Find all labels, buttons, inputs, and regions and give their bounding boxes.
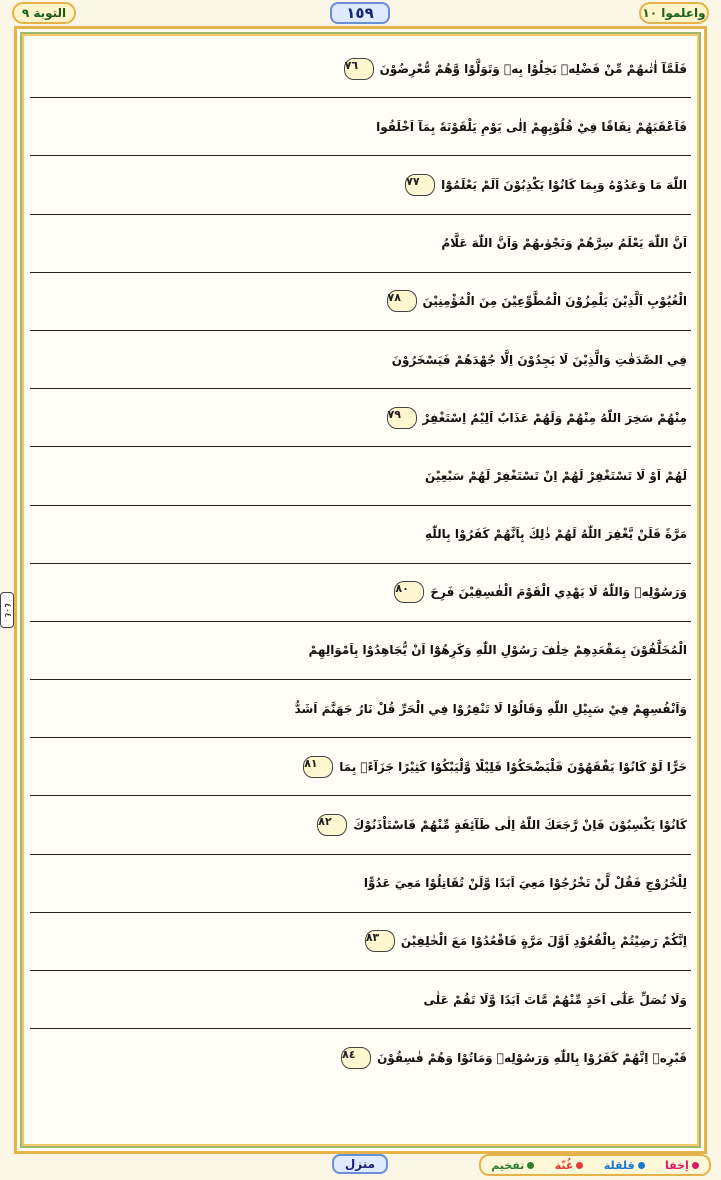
legend-item: [555, 1159, 584, 1172]
side-marker: ٤٠٤: [0, 592, 14, 628]
ayah-number-marker: ٨٤: [341, 1047, 371, 1069]
verse-text: فَاَعْقَبَهُمْ نِفَاقًا فِيْ قُلُوْبِهِمْ اِلٰى يَوْمِ يَلْقَوْنَهٗ بِمَآ اَخْلَفُوا: [376, 119, 687, 134]
verse-line: [30, 447, 691, 505]
verse-line: [30, 156, 691, 214]
legend-label: اِخفا: [665, 1158, 689, 1172]
verse-text: وَلَا تُصَلِّ عَلٰٓى اَحَدٍ مِّنْهُمْ مَّاتَ اَبَدًا وَّلَا تَقُمْ عَلٰى: [423, 992, 687, 1007]
legend-label: قلقلة: [603, 1158, 635, 1172]
ayah-number-marker: ٨٢: [317, 814, 347, 836]
verse-line: [30, 680, 691, 738]
legend-dot-icon: [638, 1162, 645, 1169]
surah-tag: التوبة ٩: [12, 2, 76, 24]
verse-text: وَرَسُوْلِهٖ وَاللّٰهُ لَا يَهْدِي الْقَوْمَ الْفٰسِقِيْنَ فَرِحَ: [430, 585, 687, 600]
verse-line: [30, 971, 691, 1029]
verse-text: اللّٰهَ مَا وَعَدُوْهُ وَبِمَا كَانُوْا يَكْذِبُوْنَ اَلَمْ يَعْلَمُوْٓا: [441, 177, 687, 192]
verse-text: فَلَمَّآ اٰتٰىهُمْ مِّنْ فَضْلِهٖ بَخِلُوْا بِهٖ وَتَوَلَّوْا وَّهُمْ مُّعْرِضُوْنَ: [379, 61, 687, 76]
verse-text: لِلْخُرُوْجِ فَقُلْ لَّنْ تَخْرُجُوْا مَعِيَ اَبَدًا وَّلَنْ تُقَاتِلُوْا مَعِيَ عَدُوًّا: [363, 876, 687, 891]
verse-text: الْمُخَلَّفُوْنَ بِمَقْعَدِهِمْ خِلٰفَ رَسُوْلِ اللّٰهِ وَكَرِهُوْٓا اَنْ يُّجَاهِدُوْا بِاَمْوَالِهِمْ: [308, 643, 687, 658]
legend-item: [491, 1159, 534, 1172]
verse-line: [30, 40, 691, 98]
legend-dot-icon: [576, 1162, 583, 1169]
verse-line: [30, 796, 691, 854]
verse-line: [30, 913, 691, 971]
verse-text: اِنَّكُمْ رَضِيْتُمْ بِالْقُعُوْدِ اَوَّلَ مَرَّةٍ فَاقْعُدُوْا مَعَ الْخٰلِفِيْنَ: [400, 934, 687, 949]
legend-dot-icon: [527, 1162, 534, 1169]
page-number: ١٥٩: [330, 2, 390, 24]
verse-text: اَنَّ اللّٰهَ يَعْلَمُ سِرَّهُمْ وَنَجْوٰىهُمْ وَاَنَّ اللّٰهَ عَلَّامُ: [441, 236, 687, 251]
verse-line: [30, 622, 691, 680]
verse-text: حَرًّا لَوْ كَانُوْا يَفْقَهُوْنَ فَلْيَضْحَكُوْا قَلِيْلًا وَّلْيَبْكُوْا كَثِيْرًا جَزَآءًۢ بِمَا: [339, 759, 687, 774]
verse-text: الْغُيُوْبِ اَلَّذِيْنَ يَلْمِزُوْنَ الْمُطَّوِّعِيْنَ مِنَ الْمُؤْمِنِيْنَ: [422, 294, 687, 309]
verse-text: وَاَنْفُسِهِمْ فِيْ سَبِيْلِ اللّٰهِ وَقَالُوْا لَا تَنْفِرُوْا فِي الْحَرِّ قُلْ نَارُ جَهَنَّمَ اَشَدُّ: [294, 701, 687, 716]
juz-tag: واعلموا ١٠: [639, 2, 709, 24]
verse-text: مِنْهُمْ سَخِرَ اللّٰهُ مِنْهُمْ وَلَهُمْ عَذَابٌ اَلِيْمٌ اِسْتَغْفِرْ: [422, 410, 687, 425]
ayah-number-marker: ٧٩: [387, 407, 417, 429]
legend-dot-icon: [692, 1162, 699, 1169]
ayah-number-marker: ٨٠: [394, 581, 424, 603]
verse-line: [30, 1029, 691, 1087]
verse-text: مَرَّةً فَلَنْ يَّغْفِرَ اللّٰهُ لَهُمْ ذٰلِكَ بِاَنَّهُمْ كَفَرُوْا بِاللّٰهِ: [424, 527, 687, 542]
verse-text: فِي الصَّدَقٰتِ وَالَّذِيْنَ لَا يَجِدُوْنَ اِلَّا جُهْدَهُمْ فَيَسْخَرُوْنَ: [391, 352, 687, 367]
legend-label: تفخیم: [491, 1158, 525, 1172]
legend-label: غُنّة: [554, 1158, 574, 1172]
verse-line: [30, 273, 691, 331]
legend-item: [604, 1159, 645, 1172]
verse-text: لَهُمْ اَوْ لَا تَسْتَغْفِرْ لَهُمْ اِنْ تَسْتَغْفِرْ لَهُمْ سَبْعِيْنَ: [425, 468, 687, 483]
verse-text: كَانُوْا يَكْسِبُوْنَ فَاِنْ رَّجَعَكَ اللّٰهُ اِلٰى طَآئِفَةٍ مِّنْهُمْ فَاسْتَاْذَنُوْكَ: [353, 818, 687, 833]
verse-line: [30, 738, 691, 796]
ayah-number-marker: ٨١: [303, 756, 333, 778]
verse-line: [30, 331, 691, 389]
verse-line: [30, 564, 691, 622]
verse-line: [30, 98, 691, 156]
verse-text: قَبْرِهٖ اِنَّهُمْ كَفَرُوْا بِاللّٰهِ وَرَسُوْلِهٖ وَمَاتُوْا وَهُمْ فٰسِقُوْنَ: [377, 1051, 687, 1066]
verse-line: [30, 855, 691, 913]
ayah-number-marker: ٧٨: [387, 290, 417, 312]
verse-line: [30, 389, 691, 447]
verse-line: [30, 215, 691, 273]
tajweed-legend: [479, 1154, 711, 1176]
ayah-number-marker: ٧٧: [405, 174, 435, 196]
ayah-number-marker: ٨٣: [365, 930, 395, 952]
verse-lines: [30, 40, 691, 1087]
manzil-label: منزل: [332, 1154, 388, 1174]
ayah-number-marker: ٧٦: [344, 58, 374, 80]
legend-item: [665, 1159, 699, 1172]
verse-line: [30, 506, 691, 564]
